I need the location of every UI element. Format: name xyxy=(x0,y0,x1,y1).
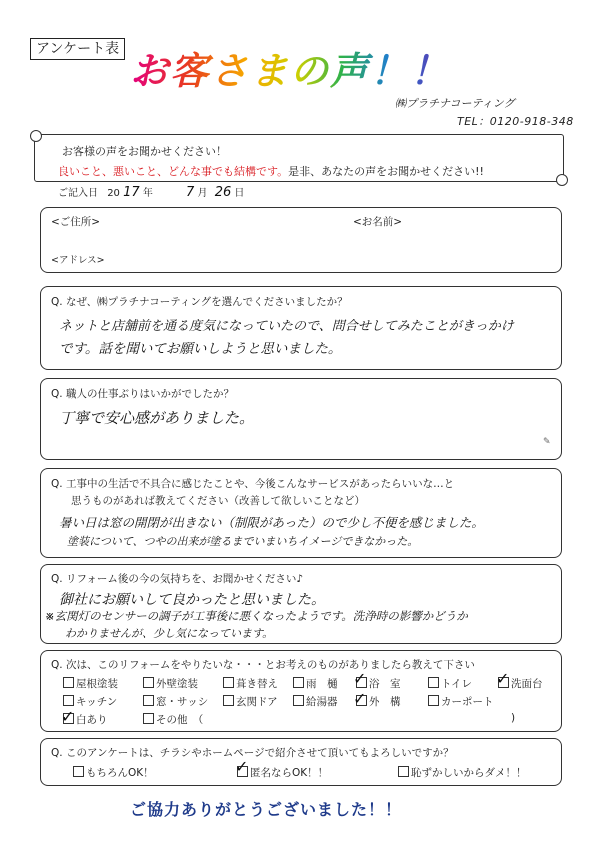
check-mark-icon: ✓ xyxy=(353,669,367,688)
page-title: お客さまの声！！ xyxy=(130,40,450,95)
q6-question: Q. このアンケートは、チラシやホームページで紹介させて頂いてもよろしいですか？ xyxy=(51,747,454,759)
q4-box xyxy=(40,564,562,644)
option-bathroom[interactable]: 浴 室 xyxy=(356,676,401,691)
email-label: <アドレス> xyxy=(51,255,105,266)
checkbox-icon xyxy=(63,677,74,688)
option-ok[interactable]: もちろんOK！ xyxy=(73,765,154,780)
check-mark-icon: ✓ xyxy=(496,669,510,688)
q3-question-line1: Q. 工事中の生活で不具合に感じたことや、今後こんなサービスがあったらいいな…と xyxy=(51,478,455,490)
pen-mark-icon: ✎ xyxy=(543,437,551,447)
q1-answer-line1[interactable]: ネットと店舗前を通る度気になっていたので、問合せしてみたことがきっかけ xyxy=(59,319,514,334)
checkbox-icon xyxy=(428,695,439,706)
option-termite[interactable]: 白あり xyxy=(63,712,108,727)
checkbox-icon xyxy=(63,695,74,706)
address-label: <ご住所> xyxy=(51,216,101,228)
q5-box xyxy=(40,650,562,732)
option-reroof[interactable]: 葺き替え xyxy=(223,676,278,691)
year-value[interactable]: 17 xyxy=(123,185,140,200)
intro-line2 xyxy=(58,163,484,179)
option-front-door[interactable]: 玄関ドア xyxy=(223,694,278,709)
checkbox-icon xyxy=(223,677,234,688)
checkbox-icon xyxy=(143,713,154,724)
month-label: 月 xyxy=(197,188,208,199)
option-other[interactable]: その他 （ xyxy=(143,712,203,727)
option-kitchen[interactable]: キッチン xyxy=(63,694,117,709)
contact-box xyxy=(40,207,562,273)
q3-answer-line2[interactable]: 塗装について、つやの出来が塗るまでいまいちイメージできなかった。 xyxy=(67,535,419,548)
q4-answer-line1[interactable]: 御社にお願いして良かったと思いました。 xyxy=(59,592,325,608)
option-toilet[interactable]: トイレ xyxy=(428,676,472,691)
option-washbasin[interactable]: 洗面台 xyxy=(498,676,543,691)
intro-line1: お客様の声をお聞かせください！ xyxy=(62,145,227,158)
q6-box xyxy=(40,738,562,786)
option-carport[interactable]: カーポート xyxy=(428,694,494,709)
checkbox-icon xyxy=(428,677,439,688)
checkbox-icon xyxy=(293,695,304,706)
q4-answer-line3[interactable]: わかりませんが、少し気になっています。 xyxy=(65,627,274,640)
intro-line2-rest: 是非、あなたの声をお聞かせください!! xyxy=(288,165,484,178)
checkbox-icon xyxy=(143,695,154,706)
thanks-message: ご協力ありがとうございました！！ xyxy=(130,800,403,819)
q2-question: Q. 職人の仕事ぶりはいかがでしたか？ xyxy=(51,388,234,400)
q1-box xyxy=(40,286,562,370)
check-mark-icon: ✓ xyxy=(61,707,75,726)
option-anonymous-ok[interactable]: 匿名ならOK！！ xyxy=(237,765,328,780)
option-water-heater[interactable]: 給湯器 xyxy=(293,694,338,709)
q2-answer[interactable]: 丁寧で安心感がありました。 xyxy=(59,409,255,427)
q3-answer-line1[interactable]: 暑い日は窓の開閉が出きない（制限があった）ので少し不便を感じました。 xyxy=(59,515,484,530)
option-exterior[interactable]: 外 構 xyxy=(356,694,401,709)
option-window[interactable]: 窓・サッシ xyxy=(143,694,208,709)
checkbox-icon xyxy=(73,766,84,777)
q3-box xyxy=(40,468,562,558)
option-gutter[interactable]: 雨 樋 xyxy=(293,676,338,691)
option-no[interactable]: 恥ずかしいからダメ！！ xyxy=(398,765,527,780)
checkbox-icon xyxy=(223,695,234,706)
month-value[interactable]: 7 xyxy=(186,185,195,200)
check-mark-icon: ✓ xyxy=(235,757,249,776)
checkbox-icon xyxy=(398,766,409,777)
date-row xyxy=(58,184,244,200)
option-roof-paint[interactable]: 屋根塗装 xyxy=(63,676,118,691)
checkbox-icon xyxy=(143,677,154,688)
q4-answer-line2[interactable]: ※玄関灯のセンサーの調子が工事後に悪くなったようです。洗浄時の影響かどうか xyxy=(45,609,468,623)
day-value[interactable]: 26 xyxy=(214,185,232,200)
name-label: <お名前> xyxy=(353,216,403,228)
intro-line2-red: 良いこと、悪いこと、どんな事でも結構です。 xyxy=(58,165,289,178)
q3-question-line2: 思うものがあれば教えてください（改善して欲しいことなど） xyxy=(71,495,365,507)
date-label: ご記入日 xyxy=(58,188,98,199)
company-name: ㈱プラチナコーティング xyxy=(395,97,515,110)
q4-question: Q. リフォーム後の今の気持ちを、お聞かせください♪ xyxy=(51,573,304,585)
survey-label: アンケート表 xyxy=(30,38,125,60)
scroll-curl-icon xyxy=(30,130,42,142)
option-wall-paint[interactable]: 外壁塗装 xyxy=(143,676,198,691)
check-mark-icon: ✓ xyxy=(353,689,367,708)
scroll-curl-icon xyxy=(556,174,568,186)
checkbox-icon xyxy=(293,677,304,688)
year-prefix: 20 xyxy=(107,188,120,199)
year-label: 年 xyxy=(142,188,153,199)
day-label: 日 xyxy=(234,188,245,199)
option-other-close: ) xyxy=(511,712,516,724)
q2-box xyxy=(40,378,562,460)
q1-question: Q. なぜ、㈱プラチナコーティングを選んでくださいましたか？ xyxy=(51,296,348,308)
q1-answer-line2[interactable]: です。話を聞いてお願いしようと思いました。 xyxy=(59,341,342,357)
q5-question: Q. 次は、このリフォームをやりたいな・・・とお考えのものがありましたら教えて下さい xyxy=(51,659,475,671)
company-tel: TEL：0120-918-348 xyxy=(457,115,574,128)
